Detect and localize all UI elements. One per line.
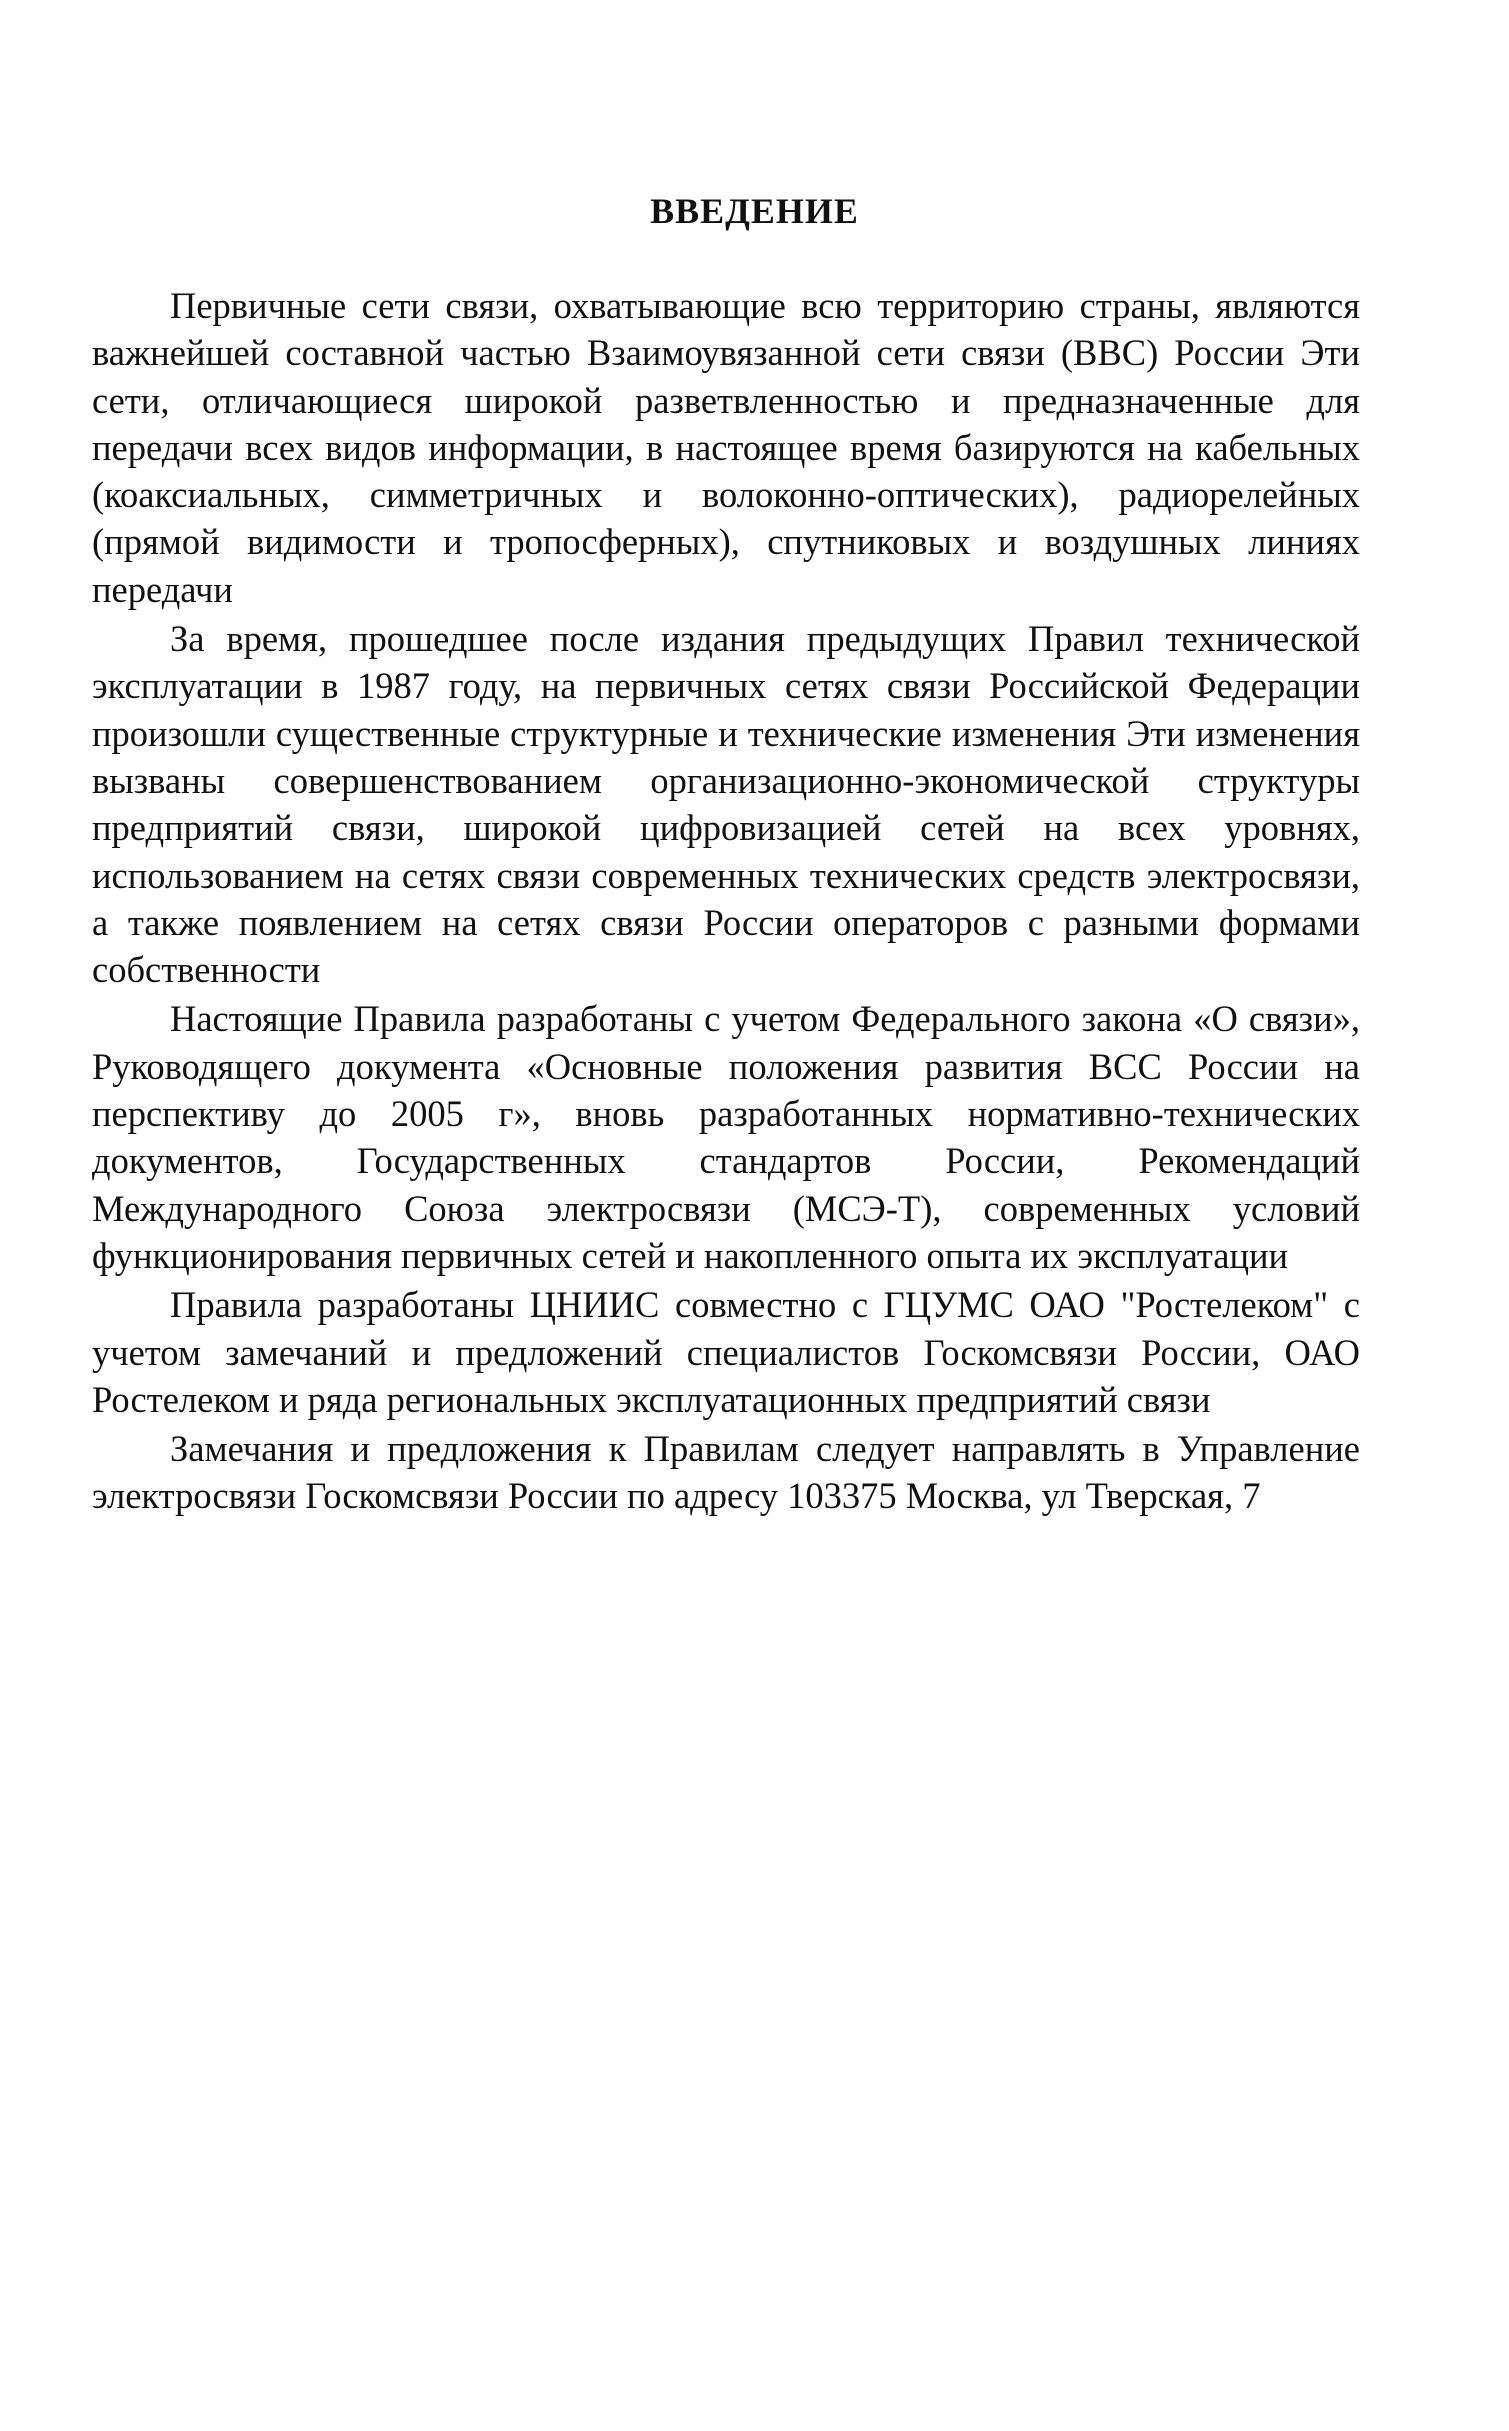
paragraph-authors: Правила разработаны ЦНИИС совместно с ГЦУМС ОАО "Ростелеком" с учетом замечаний и предложений специалистов Госкомсвязи России, ОАО Ростелеком и ряда региональных эксплуатационных предприятий связи	[92, 1284, 1360, 1420]
paragraph-basis: Настоящие Правила разработаны с учетом Федерального закона «О связи», Руководящего документа «Основные положения развития ВСС России на перспективу до 2005 г», вновь разработанных нормативно-технических документов, Государственных стандартов России, Рекомендаций Международного Союза электросвязи (МСЭ-Т), современных условий функционирования первичных сетей и накопленного опыта их эксплуатации	[92, 998, 1360, 1276]
paragraph-changes: За время, прошедшее после издания предыдущих Правил технической эксплуатации в 1987 году, на первичных сетях связи Российской Федерации произошли существенные структурные и технические изменения Эти изменения вызваны совершенствованием организационно-экономической структуры предприятий связи, широкой цифровизацией сетей на всех уровнях, использованием на сетях связи современных технических средств электросвязи, а также появлением на сетях связи России операторов с разными формами собственности	[92, 618, 1360, 991]
document-body	[92, 282, 1360, 1522]
paragraph-primary-networks: Первичные сети связи, охватывающие всю территорию страны, являются важнейшей составной частью Взаимоувязанной сети связи (ВВС) России Эти сети, отличающиеся широкой разветвленностью и предназначенные для передачи всех видов информации, в настоящее время базируются на кабельных (коаксиальных, симметричных и волоконно-оптических), радиорелейных (прямой видимости и тропосферных), спутниковых и воздушных линиях передачи	[92, 285, 1360, 610]
paragraph-feedback-address: Замечания и предложения к Правилам следует направлять в Управление электросвязи Госкомсвязи России по адресу 103375 Москва, ул Тверская, 7	[92, 1428, 1360, 1517]
page-title: ВВЕДЕНИЕ	[650, 191, 859, 231]
